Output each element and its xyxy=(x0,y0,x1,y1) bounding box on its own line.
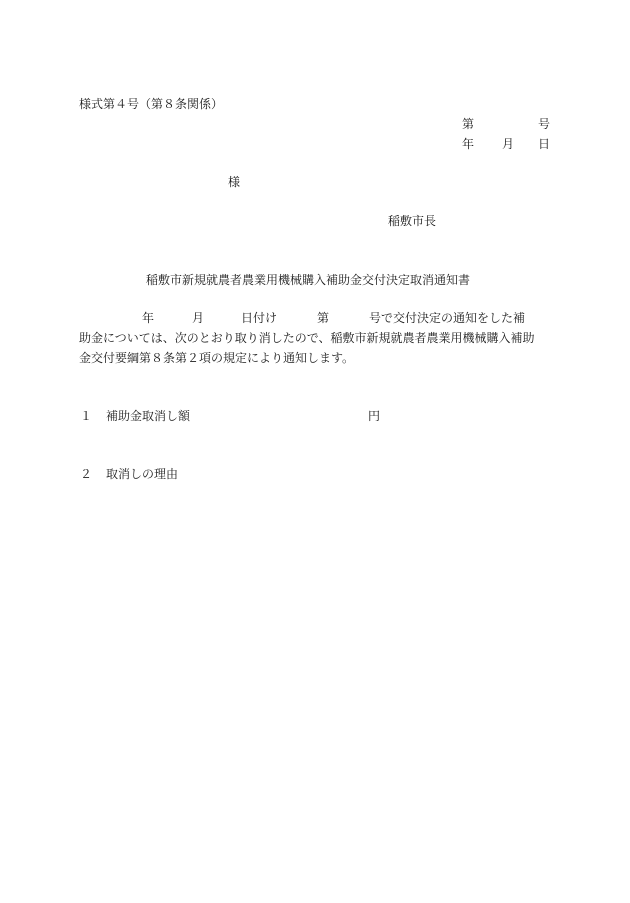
body-line-1 xyxy=(79,310,551,326)
item-label: 取消しの理由 xyxy=(106,467,179,481)
date-day: 日 xyxy=(537,137,550,151)
date-year: 年 xyxy=(462,137,475,151)
item-subsidy-cancellation-amount xyxy=(80,408,190,424)
form-number: 様式第４号（第８条関係） xyxy=(79,97,224,111)
document-title: 稲敷市新規就農者農業用機械購入補助金交付決定取消通知書 xyxy=(146,273,471,287)
document-number xyxy=(462,116,550,132)
item-cancellation-reason xyxy=(80,466,178,482)
document-number-prefix: 第 xyxy=(462,117,475,131)
body-dated: 日付け xyxy=(241,311,278,325)
amount-unit: 円 xyxy=(368,409,381,423)
body-line-2-text: 助金については、次のとおり取り消したので、稲敷市新規就農者農業用機械購入補助 xyxy=(79,331,535,345)
recipient-honorific: 様 xyxy=(228,175,241,189)
body-line-3-text: 金交付要綱第８条第２項の規定により通知します。 xyxy=(79,351,355,365)
item-number: ２ xyxy=(80,467,93,481)
item-number: １ xyxy=(80,409,93,423)
body-month: 月 xyxy=(192,311,205,325)
document-number-suffix: 号 xyxy=(537,117,550,131)
body-year: 年 xyxy=(142,311,155,325)
date-month: 月 xyxy=(502,137,515,151)
issuer-name: 稲敷市長 xyxy=(388,214,437,228)
document-date xyxy=(462,136,550,152)
body-line-3 xyxy=(79,350,551,366)
body-line-2 xyxy=(79,330,551,346)
item-label: 補助金取消し額 xyxy=(106,409,191,423)
body-dai: 第 xyxy=(317,311,330,325)
body-line-1-rest: 号で交付決定の通知をした補 xyxy=(369,311,526,325)
